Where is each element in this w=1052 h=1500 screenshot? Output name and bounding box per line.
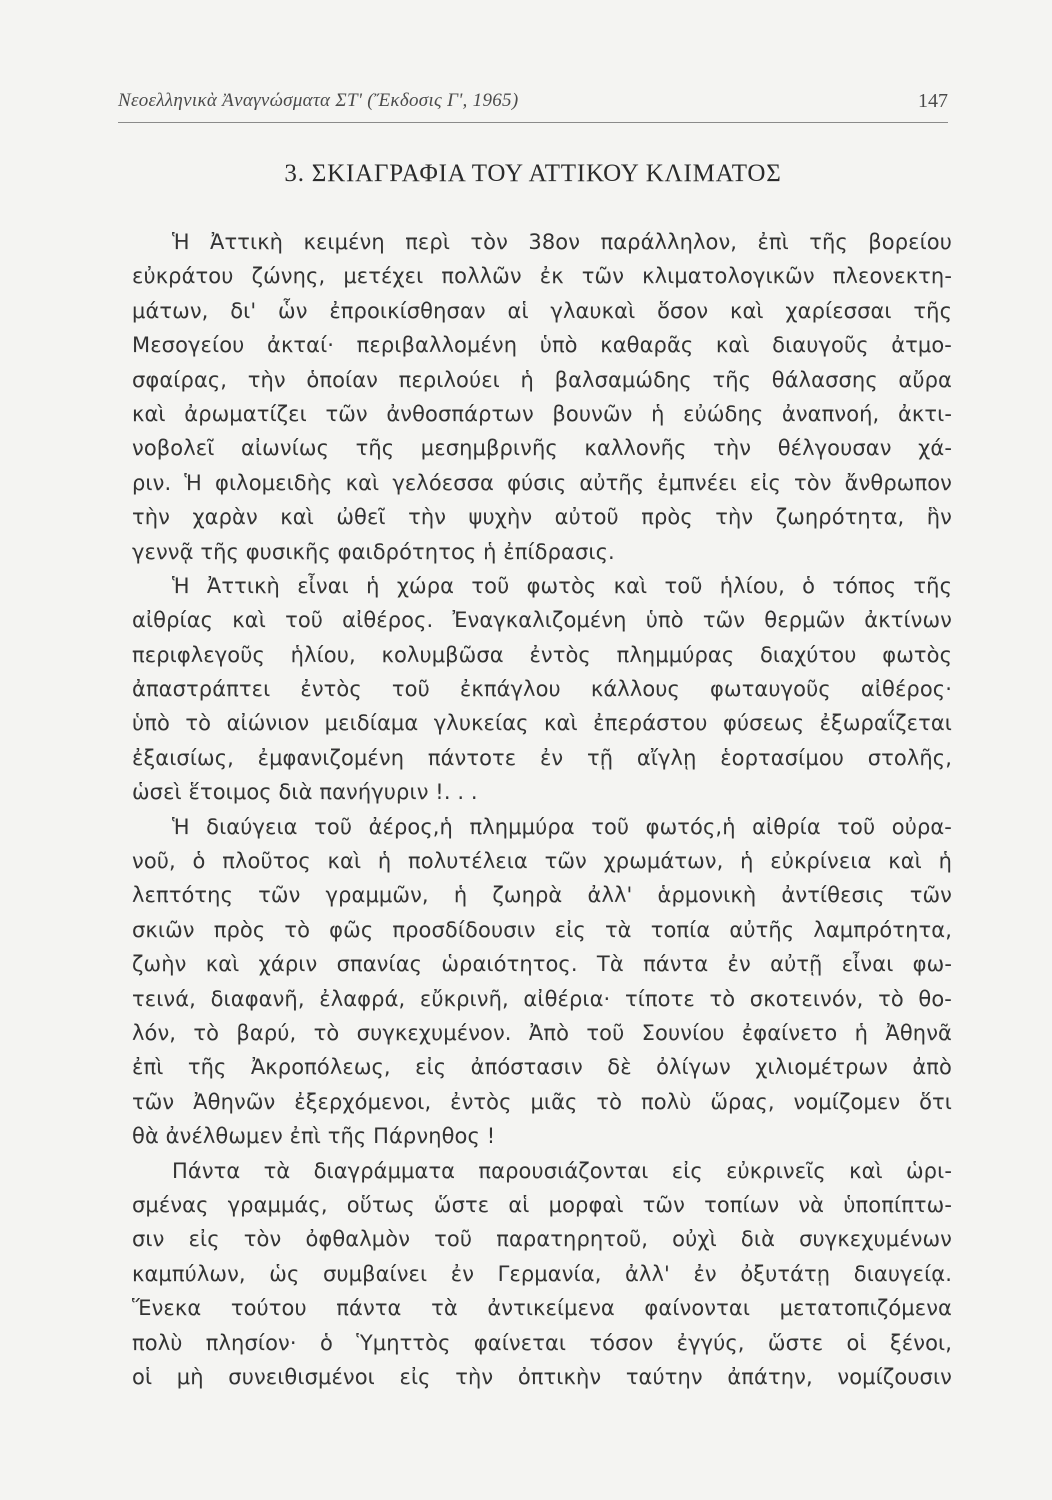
text-line: τὴν χαρὰν καὶ ὠθεῖ τὴν ψυχὴν αὐτοῦ πρὸς τὴν ζωηρότητα, ἣν	[132, 505, 952, 530]
text-line: αἰθρίας καὶ τοῦ αἰθέρος. Ἐναγκαλιζομένη ὑπὸ τῶν θερμῶν ἀκτίνων	[132, 608, 952, 633]
text-line: εὐκράτου ζώνης, μετέχει πολλῶν ἐκ τῶν κλιματολογικῶν πλεονεκτη-	[132, 264, 952, 289]
body-text	[132, 225, 952, 1394]
text-line: ἐξαισίως, ἐμφανιζομένη πάντοτε ἐν τῇ αἴγλῃ ἑορτασίμου στολῆς,	[132, 745, 952, 770]
text-line: καὶ ἀρωματίζει τῶν ἀνθοσπάρτων βουνῶν ἡ εὐώδης ἀναπνοή, ἀκτι-	[132, 401, 952, 426]
text-line: Ἡ διαύγεια τοῦ ἀέρος,ἡ πλημμύρα τοῦ φωτός,ἡ αἰθρία τοῦ οὐρα-	[172, 814, 952, 839]
text-line: ἐπὶ τῆς Ἀκροπόλεως, εἰς ἀπόστασιν δὲ ὀλίγων χιλιομέτρων ἀπὸ	[132, 1055, 952, 1080]
text-line: Μεσογείου ἀκταί· περιβαλλομένη ὑπὸ καθαρᾶς καὶ διαυγοῦς ἀτμο-	[132, 333, 952, 358]
text-line: τεινά, διαφανῆ, ἐλαφρά, εὔκρινῆ, αἰθέρια· τίποτε τὸ σκοτεινόν, τὸ θο-	[132, 986, 952, 1011]
text-line: ζωὴν καὶ χάριν σπανίας ὡραιότητος. Τὰ πάντα ἐν αὐτῇ εἶναι φω-	[132, 952, 952, 977]
running-header	[118, 88, 948, 123]
text-line: νοῦ, ὁ πλοῦτος καὶ ἡ πολυτέλεια τῶν χρωμάτων, ἡ εὐκρίνεια καὶ ἡ	[132, 849, 952, 874]
text-line: σμένας γραμμάς, οὕτως ὥστε αἱ μορφαὶ τῶν τοπίων νὰ ὑποπίπτω-	[132, 1192, 952, 1217]
page-number: 147	[918, 90, 948, 112]
text-line: νοβολεῖ αἰωνίως τῆς μεσημβρινῆς καλλονῆς τὴν θέλγουσαν χά-	[132, 436, 952, 461]
text-line: Ἕνεκα τούτου πάντα τὰ ἀντικείμενα φαίνονται μετατοπιζόμενα	[132, 1296, 952, 1321]
text-line: μάτων, δι' ὧν ἐπροικίσθησαν αἱ γλαυκαὶ ὅσον καὶ χαρίεσσαι τῆς	[132, 298, 952, 323]
text-line: ἀπαστράπτει ἐντὸς τοῦ ἐκπάγλου κάλλους φωταυγοῦς αἰθέρος·	[132, 677, 952, 702]
text-line: σιν εἰς τὸν ὀφθαλμὸν τοῦ παρατηρητοῦ, οὐχὶ διὰ συγκεχυμένων	[132, 1227, 952, 1252]
text-line: γεννᾷ τῆς φυσικῆς φαιδρότητος ἡ ἐπίδρασις.	[132, 539, 615, 564]
text-line: σκιῶν πρὸς τὸ φῶς προσδίδουσιν εἰς τὰ τοπία αὐτῆς λαμπρότητα,	[132, 917, 952, 942]
text-line: Ἡ Ἀττικὴ κειμένη περὶ τὸν 38ον παράλληλον, ἐπὶ τῆς βορείου	[172, 230, 952, 254]
text-line: ριν. Ἡ φιλομειδὴς καὶ γελόεσσα φύσις αὐτῆς ἐμπνέει εἰς τὸν ἄνθρωπον	[132, 470, 952, 495]
text-line: οἱ μὴ συνειθισμένοι εἰς τὴν ὀπτικὴν ταύτην ἀπάτην, νομίζουσιν	[132, 1364, 952, 1389]
text-line: λεπτότης τῶν γραμμῶν, ἡ ζωηρὰ ἀλλ' ἁρμονικὴ ἀντίθεσις τῶν	[132, 883, 952, 908]
text-line: καμπύλων, ὡς συμβαίνει ἐν Γερμανία, ἀλλ' ἐν ὀξυτάτῃ διαυγείᾳ.	[132, 1261, 952, 1286]
text-line: λόν, τὸ βαρύ, τὸ συγκεχυμένον. Ἀπὸ τοῦ Σουνίου ἐφαίνετο ἡ Ἀθηνᾶ	[132, 1020, 952, 1045]
header-source: Νεοελληνικὰ Ἀναγνώσματα ΣΤ' (Ἔκδοσις Γ', 1965)	[118, 90, 519, 111]
text-line: τῶν Ἀθηνῶν ἐξερχόμενοι, ἐντὸς μιᾶς τὸ πολὺ ὥρας, νομίζομεν ὅτι	[132, 1089, 952, 1114]
text-line: θὰ ἀνέλθωμεν ἐπὶ τῆς Πάρνηθος !	[132, 1124, 496, 1149]
text-line: ὑπὸ τὸ αἰώνιον μειδίαμα γλυκείας καὶ ἐπεράστου φύσεως ἐξωραΐζεται	[132, 711, 952, 736]
text-line: Ἡ Ἀττικὴ εἶναι ἡ χώρα τοῦ φωτὸς καὶ τοῦ ἡλίου, ὁ τόπος τῆς	[172, 573, 952, 598]
text-line: περιφλεγοῦς ἡλίου, κολυμβῶσα ἐντὸς πλημμύρας διαχύτου φωτὸς	[132, 642, 952, 667]
text-line: πολὺ πλησίον· ὁ Ὑμηττὸς φαίνεται τόσον ἐγγύς, ὥστε οἱ ξένοι,	[132, 1330, 952, 1355]
text-line: ὡσεὶ ἕτοιμος διὰ πανήγυριν !. . .	[132, 780, 478, 805]
text-line: σφαίρας, τὴν ὁποίαν περιλούει ἡ βαλσαμώδης τῆς θάλασσης αὔρα	[132, 367, 952, 392]
text-line: Πάντα τὰ διαγράμματα παρουσιάζονται εἰς εὐκρινεῖς καὶ ὡρι-	[172, 1158, 952, 1183]
section-title: 3. ΣΚΙΑΓΡΑΦΙΑ ΤΟΥ ΑΤΤΙΚΟΥ ΚΛΙΜΑΤΟΣ	[284, 160, 782, 187]
